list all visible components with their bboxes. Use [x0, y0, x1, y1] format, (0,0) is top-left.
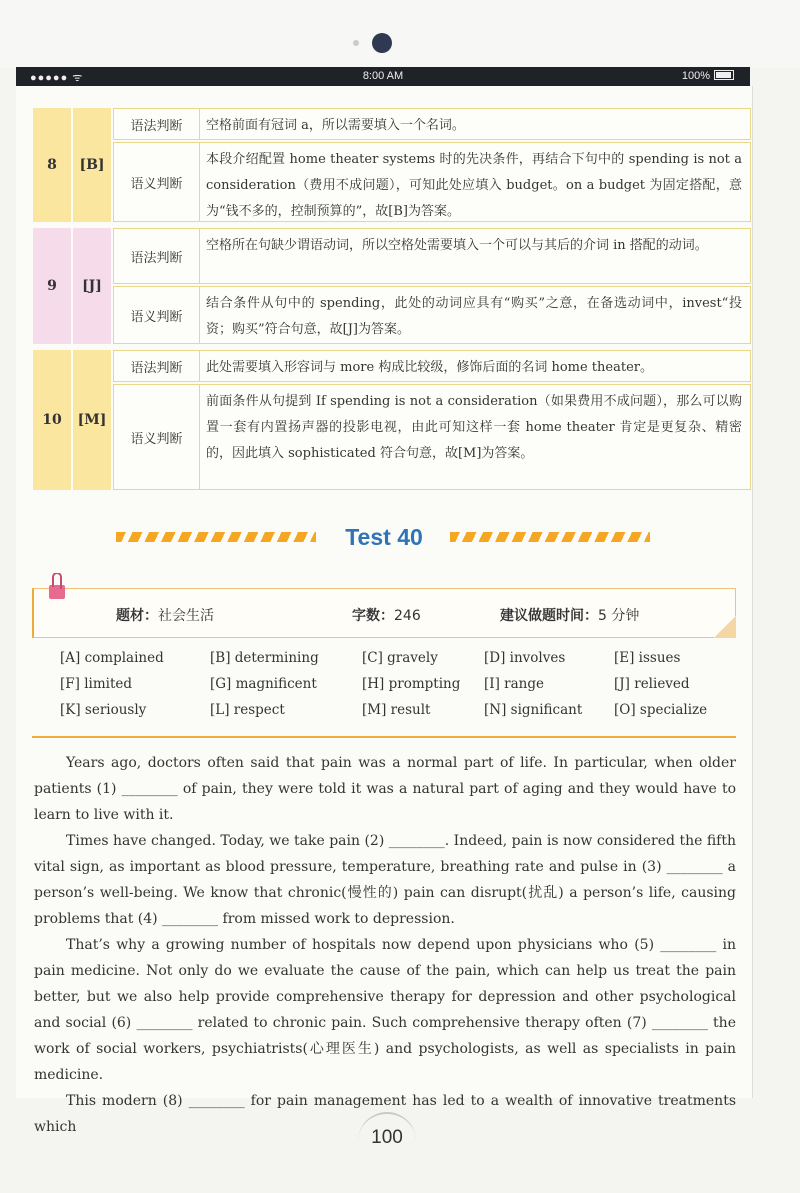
answer-block-8 [33, 108, 751, 222]
analysis-label: 语法判断 [114, 109, 200, 139]
option: [O] specialize [614, 702, 708, 718]
battery-indicator [682, 70, 734, 82]
option: [J] relieved [614, 676, 690, 692]
paperclip-icon [48, 573, 66, 601]
option: [F] limited [60, 676, 133, 692]
battery-icon [714, 70, 734, 80]
option: [D] involves [484, 650, 566, 666]
answer-letter: [J] [73, 228, 111, 344]
analysis-text: 空格所在句缺少谓语动词，所以空格处需要填入一个可以与其后的介词 in 搭配的动词。 [206, 238, 708, 253]
word-count-info [352, 605, 421, 625]
words-label: 字数： [352, 608, 394, 624]
option: [C] gravely [362, 650, 438, 666]
analysis-text: 空格前面有冠词 a，所以需要填入一个名词。 [206, 118, 465, 133]
analysis-row [113, 228, 751, 284]
analysis-text: 本段介绍配置 home theater systems 时的先决条件，再结合下句中的 spending is not a consideration（费用不成问题），可知此处应填入 budget。on a budget 为固定搭配，意为“钱不多的，控制预算的”，故[B]为答案。 [206, 152, 742, 219]
option: [G] magnificent [210, 676, 317, 692]
answer-letter: [B] [73, 108, 111, 222]
option: [K] seriously [60, 702, 147, 718]
option: [I] range [484, 676, 544, 692]
time-label: 建议做题时间： [500, 608, 598, 624]
time-info [500, 605, 639, 625]
analysis-label: 语义判断 [114, 385, 200, 489]
document-page [16, 86, 753, 1135]
option: [L] respect [210, 702, 285, 718]
answer-number: 9 [33, 228, 71, 344]
section-title: Test 40 [345, 524, 423, 550]
analysis-label: 语法判断 [114, 351, 200, 381]
topic-value: 社会生活 [158, 608, 214, 624]
analysis-row [113, 384, 751, 490]
option: [E] issues [614, 650, 681, 666]
analysis-text: 结合条件从句中的 spending，此处的动词应具有“购买”之意，在备选动词中，invest“投资；购买”符合句意，故[J]为答案。 [206, 296, 742, 337]
words-value: 246 [394, 608, 421, 624]
camera-icon [372, 33, 392, 53]
passage-paragraph: Times have changed. Today, we take pain (2) ________. Indeed, pain is now considered the fifth vital sign, as important as blood pressure, temperature, breathing rate and pulse in (3) ________ a person’s well-being. We know that chronic(慢性的) pain can disrupt(扰乱) a person’s life, causing problems that (4) ________ from missed work to depression. [34, 833, 736, 927]
answer-block-9 [33, 228, 751, 344]
signal-icon: ●●●●● ᯤ [30, 72, 84, 84]
test-info-box [32, 588, 736, 638]
analysis-text: 此处需要填入形容词与 more 构成比较级，修饰后面的名词 home theater。 [206, 360, 653, 375]
answer-letter: [M] [73, 350, 111, 490]
answer-block-10 [33, 350, 751, 490]
sensor-icon [353, 40, 359, 46]
analysis-row [113, 142, 751, 222]
status-bar [16, 67, 750, 86]
passage-paragraph: This modern (8) ________ for pain management has led to a wealth of innovative treatments which [34, 1093, 736, 1135]
option: [A] complained [60, 650, 164, 666]
page-number: 100 [358, 1112, 416, 1162]
topic-info [116, 605, 214, 625]
option: [B] determining [210, 650, 319, 666]
analysis-label: 语法判断 [114, 229, 200, 283]
topic-label: 题材： [116, 608, 158, 624]
answer-number: 8 [33, 108, 71, 222]
answer-number: 10 [33, 350, 71, 490]
time-value: 5 分钟 [598, 608, 640, 624]
divider [32, 736, 736, 738]
option: [M] result [362, 702, 431, 718]
analysis-label: 语义判断 [114, 287, 200, 343]
analysis-row [113, 350, 751, 382]
battery-percent: 100% [681, 70, 710, 82]
passage [34, 750, 736, 1140]
status-time: 8:00 AM [362, 70, 404, 82]
device-bezel [0, 0, 800, 68]
title-stripe-right [450, 532, 650, 542]
analysis-row [113, 108, 751, 140]
passage-paragraph: That’s why a growing number of hospitals now depend upon physicians who (5) ________ in pain medicine. Not only do we evaluate the cause of the pain, which can help us treat the pain better, but we also help provide comprehensive therapy for depression and other psychological and social (6) ________ related to chronic pain. Such comprehensive therapy often (7) ________ the work of social workers, psychiatrists(心理医生) and psychologists, as well as specialists in pain medicine. [34, 937, 736, 1083]
page-curl [714, 616, 736, 638]
analysis-text: 前面条件从句提到 If spending is not a consideration（如果费用不成问题），那么可以购置一套有内置扬声器的投影电视，由此可知这样一套 home theater 肯定是更复杂、精密的，因此填入 sophisticated 符合句意，故[M]为答案。 [206, 394, 742, 461]
passage-paragraph: Years ago, doctors often said that pain was a normal part of life. In particular, when older patients (1) ________ of pain, they were told it was a natural part of aging and they would have to learn to live with it. [34, 755, 736, 823]
option: [H] prompting [362, 676, 461, 692]
analysis-row [113, 286, 751, 344]
option: [N] significant [484, 702, 583, 718]
analysis-label: 语义判断 [114, 143, 200, 221]
